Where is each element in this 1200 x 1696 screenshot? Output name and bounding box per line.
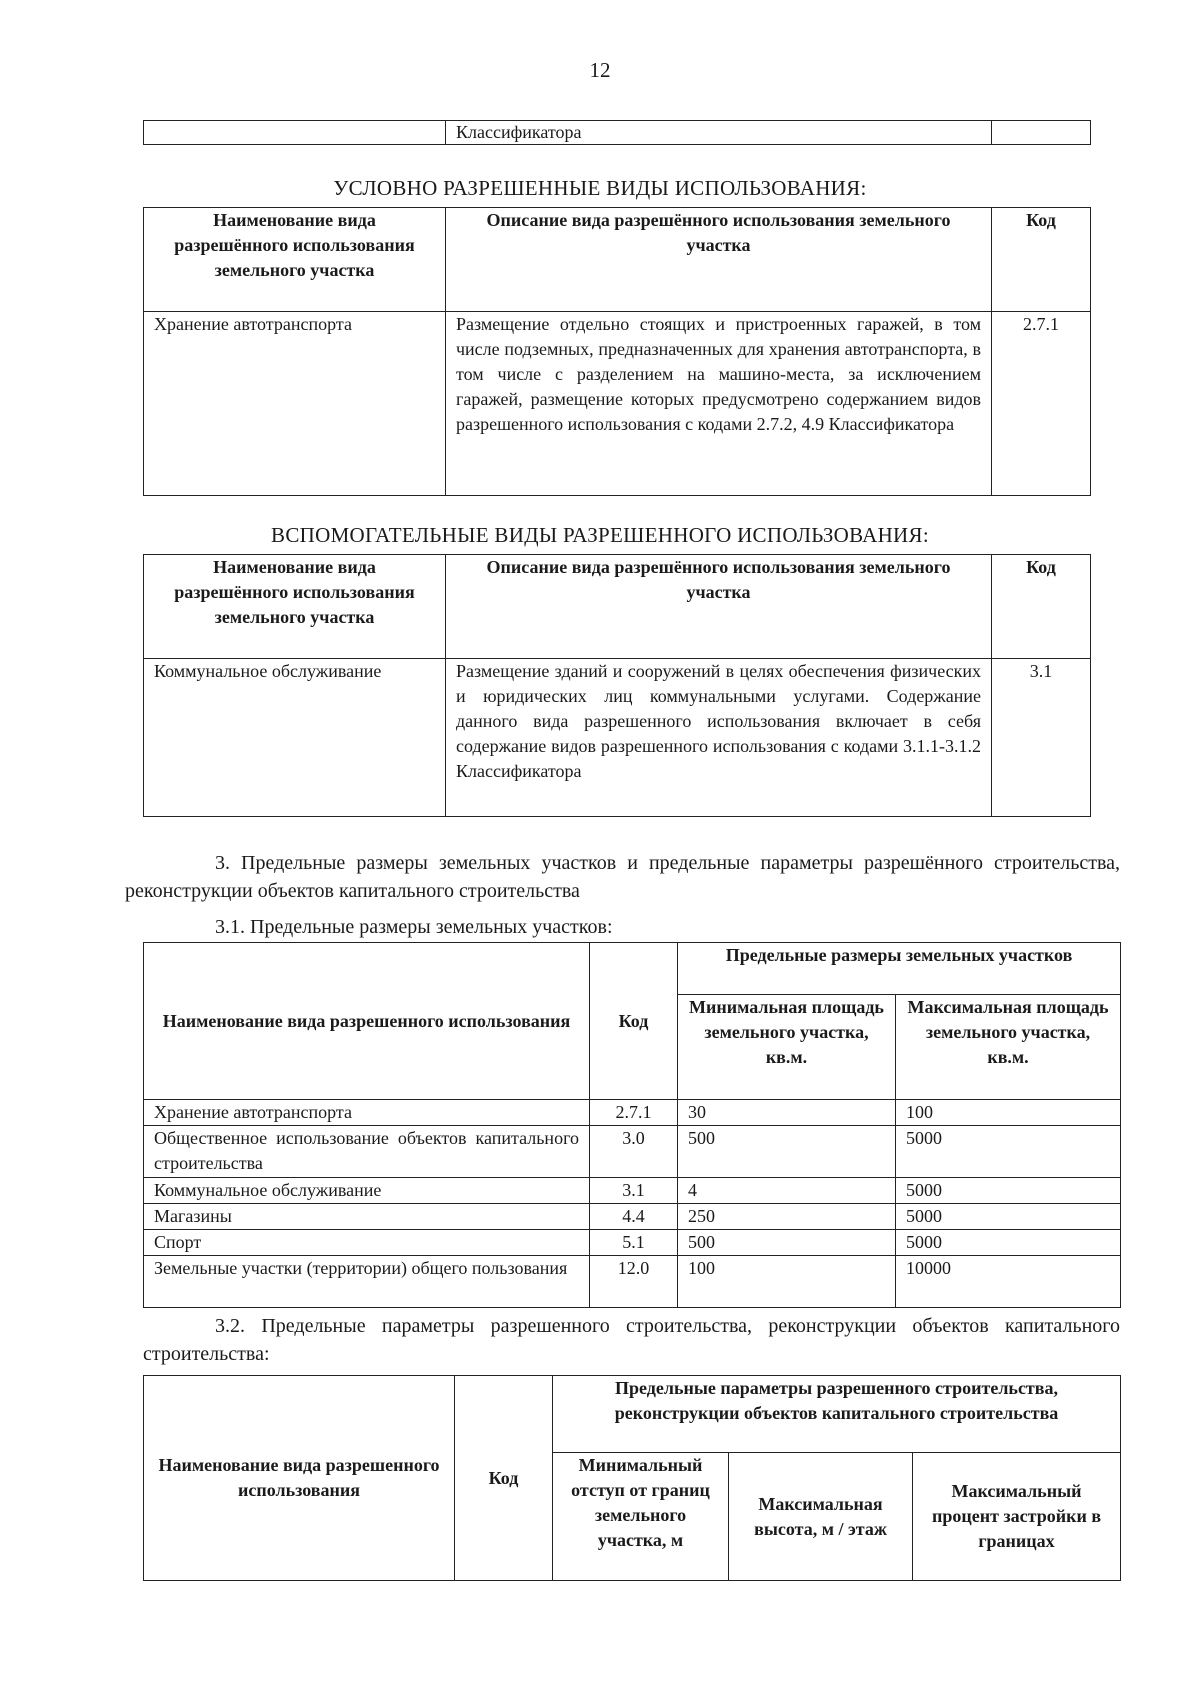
col-header-name: Наименование вида разрешенного использования xyxy=(144,1376,455,1581)
max-area: 5000 xyxy=(896,1178,1121,1204)
col-header-group: Предельные размеры земельных участков xyxy=(678,943,1121,995)
use-name: Земельные участки (территории) общего пользования xyxy=(144,1256,590,1308)
plot-sizes-table xyxy=(143,942,1121,1308)
table-row xyxy=(144,659,1091,817)
conditional-uses-heading: УСЛОВНО РАЗРЕШЕННЫЕ ВИДЫ ИСПОЛЬЗОВАНИЯ: xyxy=(333,176,867,200)
col-header-name: Наименование вида разрешённого использования земельного участка xyxy=(144,208,446,312)
use-name: Коммунальное обслуживание xyxy=(144,659,446,817)
col-header-name: Наименование вида разрешённого использования земельного участка xyxy=(144,555,446,659)
fragment-cell: Классификатора xyxy=(446,121,992,145)
col-header-coverage: Максимальный процент застройки в границах xyxy=(913,1453,1121,1581)
use-code: 3.0 xyxy=(590,1126,678,1178)
table-row xyxy=(144,1204,1121,1230)
table-row xyxy=(144,1256,1121,1308)
use-name: Хранение автотранспорта xyxy=(144,312,446,496)
col-header-group: Предельные параметры разрешенного строительства, реконструкции объектов капитального строительства xyxy=(553,1376,1121,1453)
use-name: Магазины xyxy=(144,1204,590,1230)
max-area: 10000 xyxy=(896,1256,1121,1308)
use-code: 12.0 xyxy=(590,1256,678,1308)
use-name: Общественное использование объектов капитального строительства xyxy=(144,1126,590,1178)
col-header-code: Код xyxy=(455,1376,553,1581)
min-area: 500 xyxy=(678,1230,896,1256)
conditional-uses-table xyxy=(143,207,1091,496)
max-area: 5000 xyxy=(896,1204,1121,1230)
table-row xyxy=(144,312,1091,496)
use-code: 3.1 xyxy=(992,659,1091,817)
use-code: 5.1 xyxy=(590,1230,678,1256)
use-name: Коммунальное обслуживание xyxy=(144,1178,590,1204)
use-code: 2.7.1 xyxy=(590,1100,678,1126)
continued-table-fragment xyxy=(143,120,1091,145)
table-row xyxy=(144,1230,1121,1256)
table-row xyxy=(144,1178,1121,1204)
use-description: Размещение отдельно стоящих и пристроенных гаражей, в том числе подземных, предназначенных для хранения автотранспорта, в том числе с разделением на машино-места, за исключением гаражей, размещение которых предусмотрено содержанием видов разрешенного использования с кодами 2.7.2, 4.9 Классификатора xyxy=(446,312,992,496)
min-area: 30 xyxy=(678,1100,896,1126)
max-area: 5000 xyxy=(896,1126,1121,1178)
min-area: 4 xyxy=(678,1178,896,1204)
col-header-description: Описание вида разрешённого использования земельного участка xyxy=(446,555,992,659)
col-header-description: Описание вида разрешённого использования земельного участка xyxy=(446,208,992,312)
use-code: 2.7.1 xyxy=(992,312,1091,496)
auxiliary-uses-table xyxy=(143,554,1091,817)
col-header-code: Код xyxy=(992,208,1091,312)
section-3-title: 3. Предельные размеры земельных участков и предельные параметры разрешённого строительства, реконструкции объектов капитального строительства xyxy=(125,852,1120,902)
max-area: 100 xyxy=(896,1100,1121,1126)
col-header-max-area: Максимальная площадь земельного участка, кв.м. xyxy=(896,995,1121,1100)
table-row xyxy=(144,1126,1121,1178)
col-header-code: Код xyxy=(992,555,1091,659)
use-name: Спорт xyxy=(144,1230,590,1256)
table-row xyxy=(144,1100,1121,1126)
section-3-1-title: 3.1. Предельные размеры земельных участков: xyxy=(215,916,613,938)
col-header-height: Максимальная высота, м / этаж xyxy=(729,1453,913,1581)
auxiliary-uses-heading: ВСПОМОГАТЕЛЬНЫЕ ВИДЫ РАЗРЕШЕННОГО ИСПОЛЬЗОВАНИЯ: xyxy=(271,523,929,547)
col-header-min-area: Минимальная площадь земельного участка, кв.м. xyxy=(678,995,896,1100)
build-params-table xyxy=(143,1375,1121,1581)
use-name: Хранение автотранспорта xyxy=(144,1100,590,1126)
max-area: 5000 xyxy=(896,1230,1121,1256)
min-area: 250 xyxy=(678,1204,896,1230)
col-header-code: Код xyxy=(590,943,678,1100)
min-area: 500 xyxy=(678,1126,896,1178)
use-code: 4.4 xyxy=(590,1204,678,1230)
page-number: 12 xyxy=(589,58,611,82)
use-code: 3.1 xyxy=(590,1178,678,1204)
use-description: Размещение зданий и сооружений в целях обеспечения физических и юридических лиц коммунальными услугами. Содержание данного вида разрешенного использования включает в себя содержание видов разрешенного использования с кодами 3.1.1-3.1.2 Классификатора xyxy=(446,659,992,817)
col-header-setback: Минимальный отступ от границ земельного участка, м xyxy=(553,1453,729,1581)
section-3-2-title: 3.2. Предельные параметры разрешенного строительства, реконструкции объектов капитального строительства: xyxy=(143,1315,1120,1365)
col-header-name: Наименование вида разрешенного использования xyxy=(144,943,590,1100)
min-area: 100 xyxy=(678,1256,896,1308)
